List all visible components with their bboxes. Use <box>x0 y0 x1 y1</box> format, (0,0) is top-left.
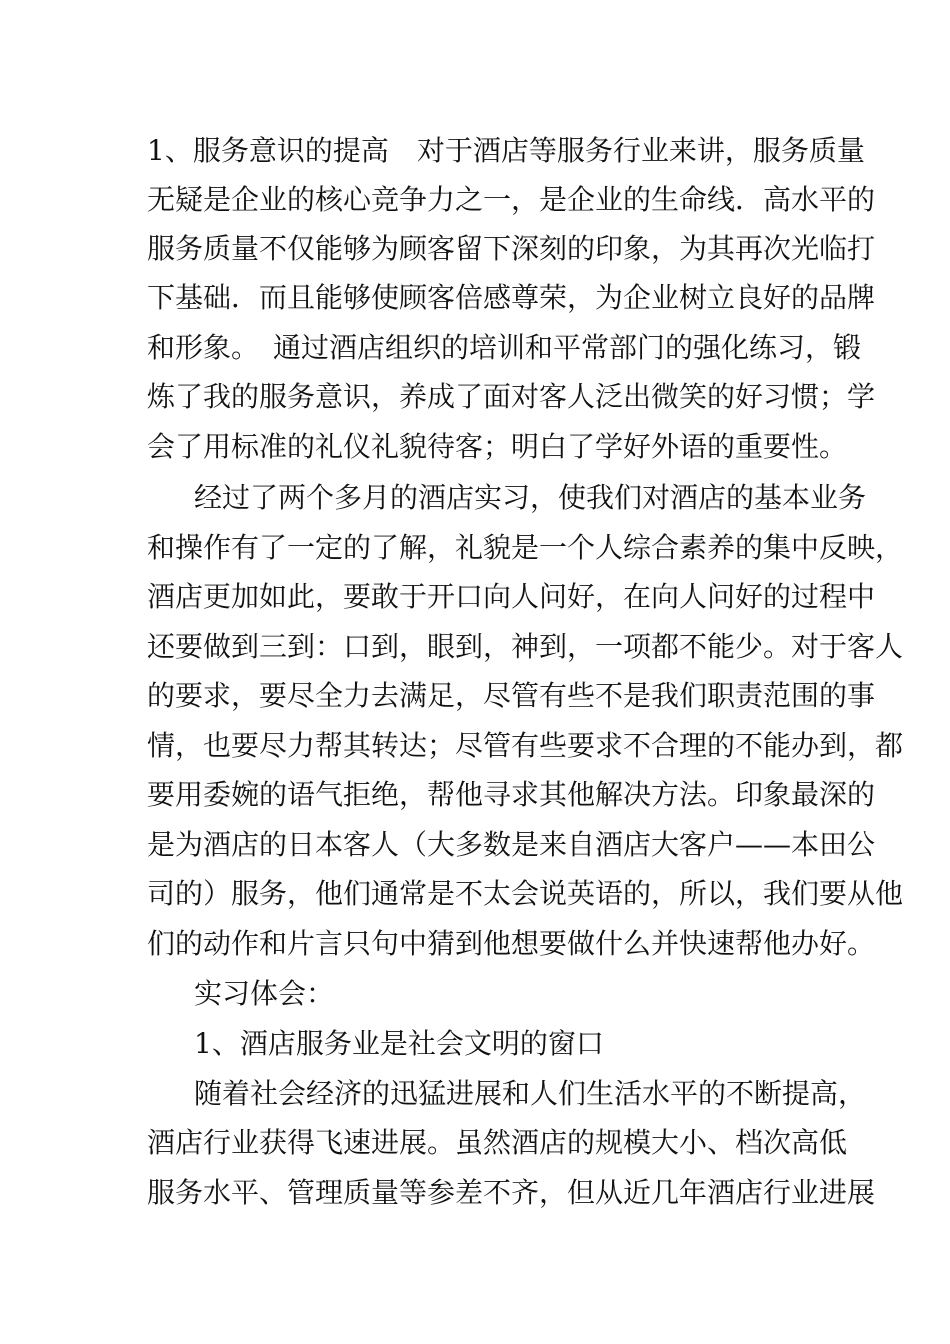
text-line: 经过了两个多月的酒店实习，使我们对酒店的基本业务 <box>194 481 867 514</box>
text-line: 的要求，要尽全力去满足，尽管有些不是我们职责范围的事 <box>147 679 876 712</box>
text-line: 炼了我的服务意识，养成了面对客人泛出微笑的好习惯；学 <box>147 380 876 413</box>
text-line: 服务水平、管理质量等参差不齐，但从近几年酒店行业进展 <box>147 1176 876 1209</box>
text-line: 和操作有了一定的了解，礼貌是一个人综合素养的集中反映， <box>147 531 904 564</box>
text-line: 酒店更加如此，要敢于开口向人问好，在向人问好的过程中 <box>147 580 876 613</box>
text-line: 和形象。 通过酒店组织的培训和平常部门的强化练习，锻 <box>147 331 862 364</box>
text-line: 是为酒店的日本客人（大多数是来自酒店大客户——本田公 <box>147 828 876 861</box>
text-line: 酒店行业获得飞速进展。虽然酒店的规模大小、档次高低 <box>147 1126 848 1159</box>
text-line: 下基础．而且能够使顾客倍感尊荣，为企业树立良好的品牌 <box>147 281 876 314</box>
subsection-heading: 1、酒店服务业是社会文明的窗口 <box>194 1027 604 1060</box>
text-line: 1、服务意识的提高 对于酒店等服务行业来讲，服务质量 <box>147 134 865 167</box>
section-heading: 实习体会： <box>194 977 335 1010</box>
text-line: 情，也要尽力帮其转达；尽管有些要求不合理的不能办到，都 <box>147 729 904 762</box>
text-line: 服务质量不仅能够为顾客留下深刻的印象，为其再次光临打 <box>147 232 876 265</box>
text-line: 无疑是企业的核心竞争力之一，是企业的生命线．高水平的 <box>147 183 876 216</box>
text-line: 随着社会经济的迅猛进展和人们生活水平的不断提高， <box>194 1077 867 1110</box>
text-line: 司的）服务，他们通常是不太会说英语的，所以，我们要从他 <box>147 877 904 910</box>
text-line: 会了用标准的礼仪礼貌待客；明白了学好外语的重要性。 <box>147 430 848 463</box>
text-line: 还要做到三到：口到，眼到，神到，一项都不能少。对于客人 <box>147 630 904 663</box>
text-line: 们的动作和片言只句中猜到他想要做什么并快速帮他办好。 <box>147 927 876 960</box>
text-line: 要用委婉的语气拒绝，帮他寻求其他解决方法。印象最深的 <box>147 778 876 811</box>
